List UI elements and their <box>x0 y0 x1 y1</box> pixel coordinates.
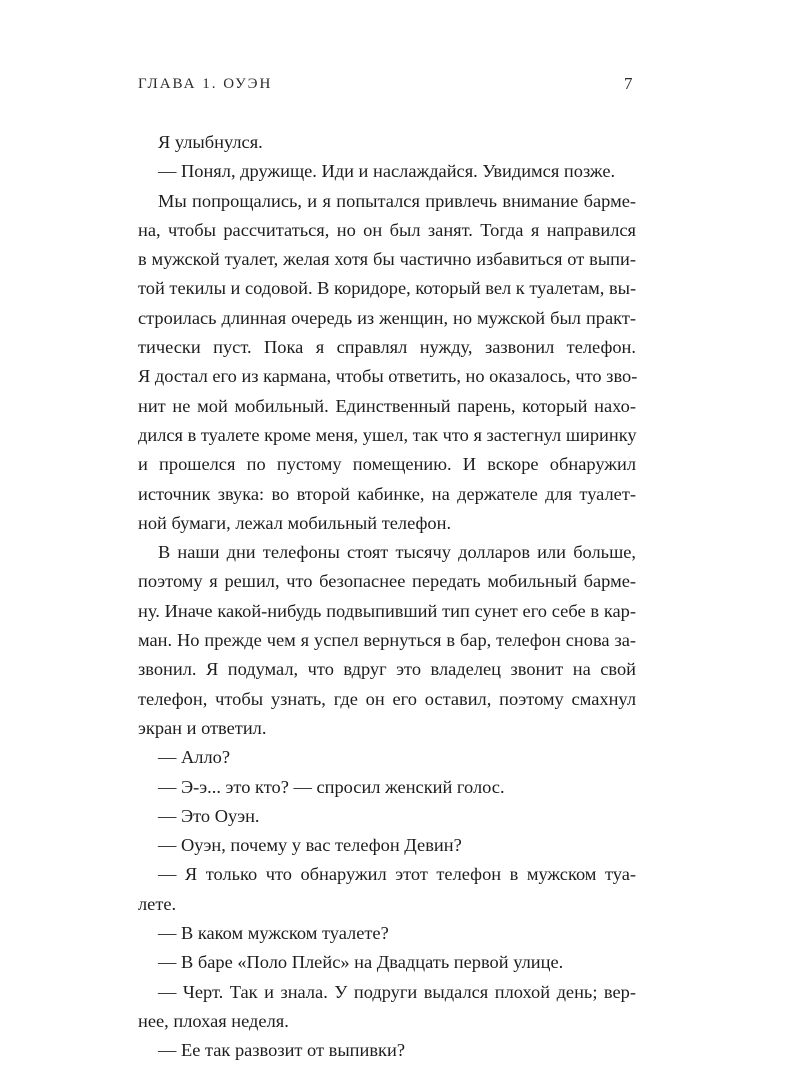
text-line: ну. Иначе какой-нибудь подвыпивший тип сунет его себе в кар- <box>138 600 636 621</box>
text-line: — Ее так развозит от выпивки? <box>158 1040 405 1061</box>
text-line: ман. Но прежде чем я успел вернуться в бар, телефон снова за- <box>138 630 636 651</box>
text-line: источник звука: во второй кабинке, на держателе для туалет- <box>138 483 636 504</box>
text-line: Я улыбнулся. <box>158 132 263 152</box>
text-line: ной бумаги, лежал мобильный телефон. <box>138 512 452 533</box>
text-line: — Я только что обнаружил этот телефон в мужском туа- <box>158 864 636 885</box>
text-line: телефон, чтобы узнать, где он его оставил, поэтому смахнул <box>138 688 636 709</box>
text-line: — В каком мужском туалете? <box>158 923 389 944</box>
text-line: строилась длинная очередь из женщин, но мужской был практ- <box>138 307 636 328</box>
page-number: 7 <box>624 74 633 93</box>
text-line: лете. <box>138 893 177 914</box>
text-line: нит не мой мобильный. Единственный парень, который нахо- <box>138 395 636 416</box>
text-line: экран и ответил. <box>138 717 267 738</box>
text-line: — В баре «Поло Плейс» на Двадцать первой улице. <box>158 952 564 973</box>
text-line: Я достал его из кармана, чтобы ответить, но оказалось, что зво- <box>138 366 638 387</box>
text-line: нее, плохая неделя. <box>138 1010 289 1031</box>
text-line: Мы попрощались, и я попытался привлечь внимание барме- <box>158 190 636 211</box>
text-line: той текилы и содовой. В коридоре, который вел к туалетам, вы- <box>138 278 637 299</box>
text-line: и прошелся по пустому помещению. И вскоре обнаружил <box>138 454 636 475</box>
text-line: звонил. Я подумал, что вдруг это владелец звонит на свой <box>138 659 636 680</box>
text-line: — Это Оуэн. <box>158 805 260 826</box>
text-line: — Черт. Так и знала. У подруги выдался плохой день; вер- <box>158 981 636 1002</box>
page-body-text <box>138 128 636 1066</box>
running-head: ГЛАВА 1. ОУЭН <box>138 76 273 92</box>
text-line: — Э-э... это кто? — спросил женский голос. <box>158 776 505 797</box>
text-line: В наши дни телефоны стоят тысячу долларов или больше, <box>158 542 636 563</box>
text-line: на, чтобы рассчитаться, но он был занят. Тогда я направился <box>138 219 636 240</box>
text-line: поэтому я решил, что безопаснее передать мобильный барме- <box>138 571 636 592</box>
text-line: в мужской туалет, желая хотя бы частично избавиться от выпи- <box>138 249 636 270</box>
text-line: дился в туалете кроме меня, ушел, так что я застегнул ширинку <box>138 424 637 445</box>
text-line: — Понял, дружище. Иди и наслаждайся. Увидимся позже. <box>158 161 616 182</box>
text-line: — Оуэн, почему у вас телефон Девин? <box>158 835 462 856</box>
text-line: тически пуст. Пока я справлял нужду, зазвонил телефон. <box>138 337 636 358</box>
text-line: — Алло? <box>158 747 230 768</box>
